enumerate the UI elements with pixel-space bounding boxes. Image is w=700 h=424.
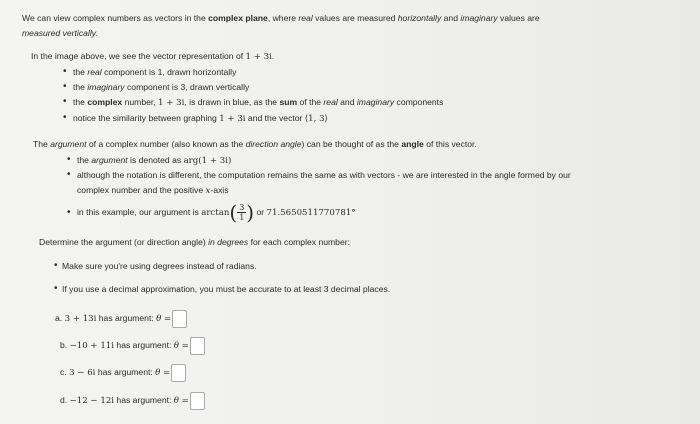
problem-c: c. 3 − 6i has argument: θ = [60, 363, 186, 382]
bullet-icon: • [63, 81, 67, 92]
bullet-icon: • [67, 169, 71, 180]
argument-item-1: the argument is denoted as arg(1 + 3i) [77, 155, 232, 166]
answer-input-c[interactable] [171, 364, 186, 382]
bullet-icon: • [54, 283, 58, 294]
vector-rep-item-3: the complex number, 1 + 3i, is drawn in blue, as the sum of the real and imaginary components [73, 97, 444, 108]
vector-rep-item-2: the imaginary component is 3, drawn vertically [73, 82, 250, 92]
argument-item-2-line-2: complex number and the positive x-axis [77, 185, 229, 196]
argument-item-2-line-1: although the notation is different, the computation remains the same as with vectors - we are interested in the angle formed by our [77, 170, 571, 180]
intro-line-1: We can view complex numbers as vectors in the complex plane, where real values are measured horizontally and imaginary values are [22, 13, 540, 23]
bullet-icon: • [67, 154, 71, 165]
bullet-icon: • [63, 96, 67, 107]
bullet-icon: • [63, 112, 67, 123]
problem-a: a. 3 + 13i has argument: θ = [55, 309, 187, 328]
bullet-icon: • [63, 66, 67, 77]
problem-b: b. −10 + 11i has argument: θ = [60, 336, 205, 355]
task-tip-1: Make sure you're using degrees instead of radians. [62, 261, 257, 271]
vector-rep-item-1: the real component is 1, drawn horizontally [73, 67, 237, 77]
argument-lead: The argument of a complex number (also known as the direction angle) can be thought of as the angle of this vector. [33, 139, 477, 149]
answer-input-a[interactable] [172, 310, 187, 328]
intro-line-2: measured vertically. [22, 28, 98, 38]
vector-rep-lead: In the image above, we see the vector representation of 1 + 3i. [31, 51, 275, 62]
fraction: $\frac{3}{1}$ [239, 203, 245, 223]
bullet-icon: • [67, 207, 71, 218]
answer-input-b[interactable] [190, 337, 205, 355]
bullet-icon: • [54, 260, 58, 271]
task-heading: Determine the argument (or direction angle) in degrees for each complex number: [39, 237, 350, 247]
argument-item-3: in this example, our argument is arctan( $\frac{3}{1}$ ) or 71.5650511770781° [77, 200, 356, 225]
problem-d: d. −12 − 12i has argument: θ = [60, 391, 205, 410]
task-tip-2: If you use a decimal approximation, you must be accurate to at least 3 decimal places. [62, 284, 391, 294]
vector-rep-item-4: notice the similarity between graphing 1 + 3i and the vector ⟨1, 3⟩ [73, 113, 328, 124]
answer-input-d[interactable] [190, 392, 205, 410]
